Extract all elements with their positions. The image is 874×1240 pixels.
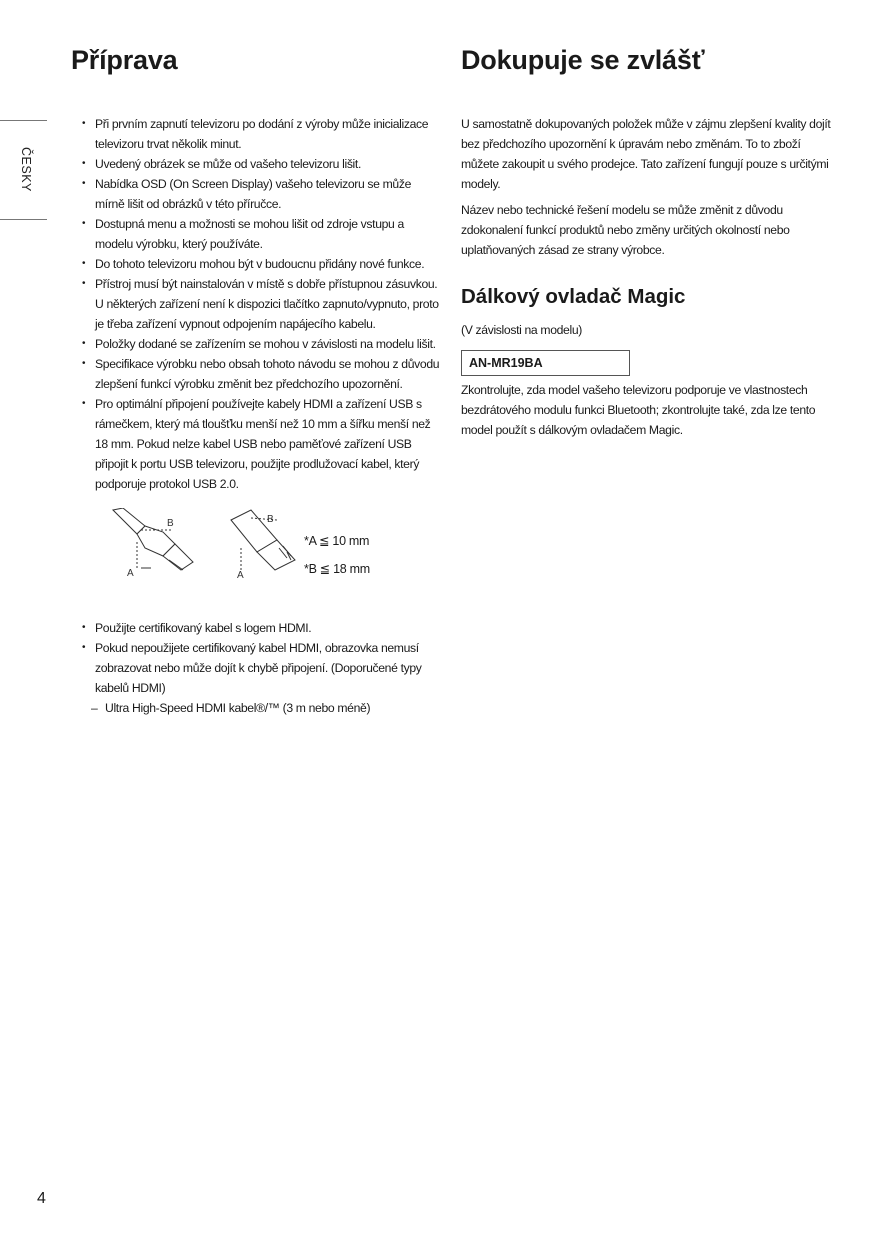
model-number-box: AN-MR19BA	[461, 350, 630, 376]
list-item: • Položky dodané se zařízením se mohou v závislosti na modelu lišit.	[71, 334, 441, 354]
preparation-section	[71, 40, 441, 718]
page-number: 4	[37, 1190, 46, 1207]
list-item: • Použijte certifikovaný kabel s logem HDMI.	[71, 618, 441, 638]
list-item: • Specifikace výrobku nebo obsah tohoto návodu se mohou z důvodu zlepšení funkcí výrobku změnit bez předchozího upozornění.	[71, 354, 441, 394]
list-item: • Do tohoto televizoru mohou být v budoucnu přidány nové funkce.	[71, 254, 441, 274]
list-item: • Pro optimální připojení používejte kabely HDMI a zařízení USB s rámečkem, který má tloušťku menší než 10 mm a šířku menší než 18 mm. Pokud nelze kabel USB nebo paměťové zařízení USB připojit k portu USB televizoru, použijte prodlužovací kabel, který podporuje protokol USB 2.0.	[71, 394, 441, 494]
magic-remote-title: Dálkový ovladač Magic	[461, 285, 686, 308]
optional-extras-section	[461, 40, 833, 440]
hdmi-cable-illustration	[113, 508, 193, 570]
usb-stick-illustration	[231, 510, 295, 572]
list-item: • Dostupná menu a možnosti se mohou lišit od zdroje vstupu a modelu výrobku, který používáte.	[71, 214, 441, 254]
optional-extras-title: Dokupuje se zvlášť	[461, 45, 705, 75]
spec-width: *B ≦ 18 mm	[304, 562, 370, 576]
remote-paragraph: Zkontrolujte, zda model vašeho televizoru podporuje ve vlastnostech bezdrátového modulu funkci Bluetooth; zkontrolujte také, zda lze tento model použít s dálkovým ovladačem Magic.	[461, 383, 816, 437]
list-item: • Pokud nepoužijete certifikovaný kabel HDMI, obrazovka nemusí zobrazovat nebo může dojít k chybě připojení. (Doporučené typy kabelů HDMI)	[71, 638, 441, 698]
extras-paragraph-2: Název nebo technické řešení modelu se může změnit z důvodu zdokonalení funkcí produktů nebo změny určitých okolností nebo uplatňovaných zásad ze strany výrobce.	[461, 203, 790, 257]
list-item: • Uvedený obrázek se může od vašeho televizoru lišit.	[71, 154, 441, 174]
cable-diagram	[101, 508, 301, 580]
usb-label-a: A	[237, 570, 244, 580]
language-label: ČESKY	[19, 147, 33, 192]
hdmi-list	[71, 618, 441, 698]
hdmi-label-b: B	[167, 518, 174, 529]
preparation-list	[71, 114, 441, 494]
spec-thickness: *A ≦ 10 mm	[304, 534, 370, 548]
preparation-title: Příprava	[71, 45, 178, 75]
extras-paragraph-1: U samostatně dokupovaných položek může v zájmu zlepšení kvality dojít bez předchozího upozornění k úpravám nebo změnám. To to zboží můžete zakoupit u svého prodejce. Tato zařízení fungují pouze s určitými modely.	[461, 117, 831, 191]
side-tab-bottom-rule	[0, 219, 47, 220]
hdmi-cable-type: – Ultra High-Speed HDMI kabel®/™ (3 m nebo méně)	[71, 698, 441, 718]
list-item: • Při prvním zapnutí televizoru po dodání z výroby může inicializace televizoru trvat několik minut.	[71, 114, 441, 154]
list-item: • Nabídka OSD (On Screen Display) vašeho televizoru se může mírně lišit od obrázků v této příručce.	[71, 174, 441, 214]
list-item: • Přístroj musí být nainstalován v místě s dobře přístupnou zásuvkou. U některých zařízení není k dispozici tlačítko zapnuto/vypnuto, proto je třeba zařízení vypnout odpojením napájecího kabelu.	[71, 274, 441, 334]
cable-dimension-figure	[71, 502, 441, 612]
language-side-tab	[0, 120, 47, 220]
hdmi-label-a: A	[127, 568, 134, 579]
usb-label-b: B	[267, 514, 274, 525]
model-availability-note: (V závislosti na modelu)	[461, 323, 582, 337]
side-tab-top-rule	[0, 120, 47, 121]
